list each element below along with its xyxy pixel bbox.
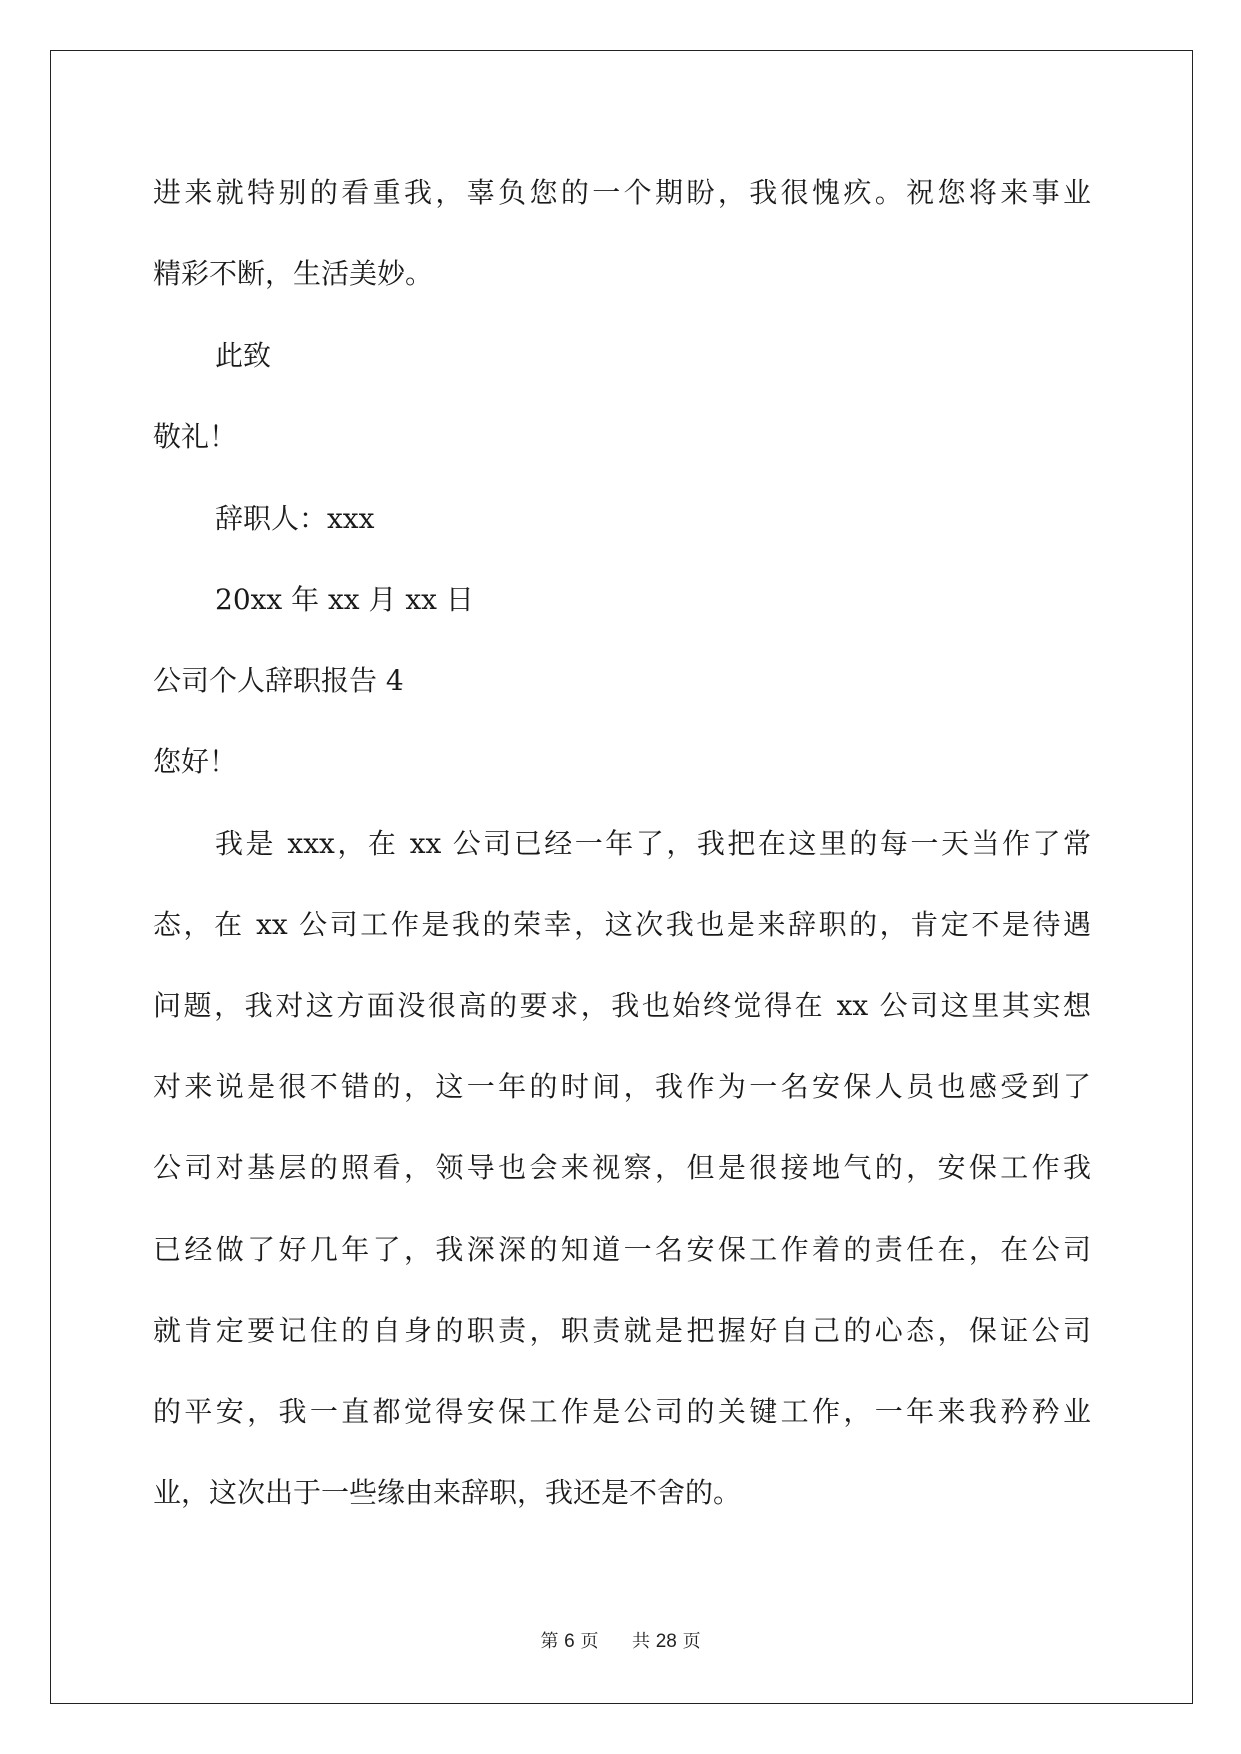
page-current: 6 [564, 1631, 575, 1652]
section-heading: 公司个人辞职报告 4 [153, 664, 404, 697]
body-line: 就肯定要记住的自身的职责，职责就是把握好自己的心态，保证公司 [153, 1314, 1091, 1347]
page-prefix: 第 [540, 1631, 559, 1652]
body-line: 问题，我对这方面没很高的要求，我也始终觉得在 xx 公司这里其实想 [153, 989, 1091, 1022]
body-line: 进来就特别的看重我，辜负您的一个期盼，我很愧疚。祝您将来事业 [153, 176, 1091, 209]
greeting: 您好！ [153, 745, 238, 778]
body-line: 业，这次出于一些缘由来辞职，我还是不舍的。 [153, 1476, 742, 1509]
page-suffix: 页 [580, 1631, 599, 1652]
body-line: 我是 xxx，在 xx 公司已经一年了，我把在这里的每一天当作了常 [215, 827, 1091, 860]
signature-name: 辞职人：xxx [215, 502, 375, 535]
body-line: 态，在 xx 公司工作是我的荣幸，这次我也是来辞职的，肯定不是待遇 [153, 908, 1091, 941]
signature-date: 20xx 年 xx 月 xx 日 [215, 583, 474, 616]
page-footer [0, 1630, 1241, 1654]
body-line: 的平安，我一直都觉得安保工作是公司的关键工作，一年来我矜矜业 [153, 1395, 1091, 1428]
page-total: 28 [655, 1631, 677, 1652]
total-suffix: 页 [682, 1631, 701, 1652]
total-prefix: 共 [631, 1631, 650, 1652]
body-line: 已经做了好几年了，我深深的知道一名安保工作着的责任在，在公司 [153, 1233, 1091, 1266]
page-border [50, 50, 1193, 1704]
closing-salutation: 此致 [215, 339, 272, 372]
body-line: 精彩不断，生活美妙。 [153, 257, 434, 290]
closing-regards: 敬礼！ [153, 420, 238, 453]
body-line: 公司对基层的照看，领导也会来视察，但是很接地气的，安保工作我 [153, 1151, 1091, 1184]
body-line: 对来说是很不错的，这一年的时间，我作为一名安保人员也感受到了 [153, 1070, 1091, 1103]
